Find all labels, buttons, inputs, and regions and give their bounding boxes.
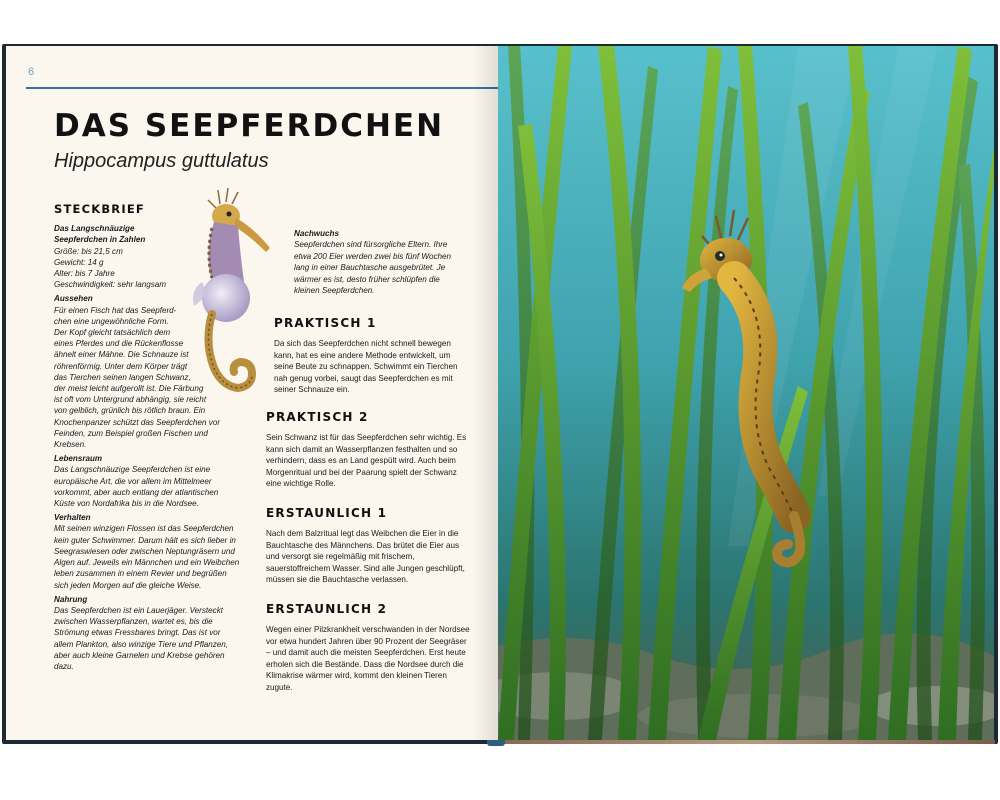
right-page-illustration xyxy=(498,46,994,740)
page-title: DAS SEEPFERDCHEN xyxy=(54,108,445,144)
aussehen-heading: Aussehen xyxy=(54,294,93,304)
spine-edge xyxy=(487,740,505,746)
zahlen-age: Alter: bis 7 Jahre xyxy=(54,269,115,279)
aussehen-line: ist oft vom Untergrund abhängig, sie reicht xyxy=(54,395,207,405)
nahrung-text: Das Seepferdchen ist ein Lauerjäger. Versteckt zwischen Wasserpflanzen, wartet es, bis die Strömung etwas Fressbares bringt. Das ist vor allem Plankton, also winzige Tiere und Pflanzen, aber auch kleine Garnelen und Krebse gehören dazu. xyxy=(54,605,229,671)
verhalten-heading: Verhalten xyxy=(54,513,91,523)
praktisch2-section xyxy=(266,410,472,490)
aussehen-line: eines Pferdes und die Rückenflosse xyxy=(54,339,184,349)
aussehen-line: Knochenpanzer schützt das Seepferdchen vor xyxy=(54,417,221,427)
erstaunlich2-heading: ERSTAUNLICH 2 xyxy=(266,602,388,616)
zahlen-weight: Gewicht: 14 g xyxy=(54,257,104,267)
praktisch2-text: Sein Schwanz ist für das Seepferdchen sehr wichtig. Es kann sich damit an Wasserpflanzen festhalten und so verhindern, dass es an Land gespült wird. Auch beim Morgenritual und bei der Paarung spielt der Schwanz eine wichtige Rolle. xyxy=(266,433,467,489)
steckbrief-heading: STECKBRIEF xyxy=(54,202,145,216)
header-rule xyxy=(26,87,498,89)
verhalten-text: Mit seinen winzigen Flossen ist das Seepferdchen kein guter Schwimmer. Darum hält es sich lieber in Seegraswiesen oder zwischen Neptungräsern und Algen auf. Jeweils ein Männchen und ein Weibchen leben zusammen in einem Revier und begrüßen sich jeden Morgen auf die gleiche Weise. xyxy=(54,524,240,590)
aussehen-line: der meist leicht aufgerollt ist. Die Färbung xyxy=(54,384,204,394)
aussehen-line: chen eine ungewöhnliche Form. xyxy=(54,316,169,326)
erstaunlich1-text: Nach dem Balzritual legt das Weibchen die Eier in die Bauchtasche des Männchens. Das brütet die Eier aus und versorgt sie regelmäßig mit frischem, sauerstoffreichem Wasser. Sind alle Jungen geschlüpft, müssen sie die Bauchtasche verlassen. xyxy=(266,529,465,585)
nachwuchs-block xyxy=(294,228,466,296)
zahlen-speed: Geschwindigkeit: sehr langsam xyxy=(54,280,167,290)
aussehen-line: das Tierchen seinen langen Schwanz, xyxy=(54,372,191,382)
steckbrief-column xyxy=(54,204,240,672)
nahrung-heading: Nahrung xyxy=(54,594,88,604)
praktisch2-heading: PRAKTISCH 2 xyxy=(266,410,369,424)
page-number: 6 xyxy=(28,66,35,78)
zahlen-heading: Das Langschnäuzige Seepferdchen in Zahlen xyxy=(54,224,146,245)
aussehen-line: röhrenförmig. Unter dem Körper trägt xyxy=(54,361,188,371)
lebensraum-heading: Lebensraum xyxy=(54,454,103,464)
aussehen-line: Für einen Fisch hat das Seepferd- xyxy=(54,305,177,315)
left-page xyxy=(6,46,498,740)
latin-name: Hippocampus guttulatus xyxy=(54,150,269,172)
praktisch1-section xyxy=(274,316,470,396)
aussehen-line: ähnelt einer Mähne. Die Schnauze ist xyxy=(54,350,189,360)
erstaunlich2-section xyxy=(266,602,472,694)
erstaunlich1-heading: ERSTAUNLICH 1 xyxy=(266,506,388,520)
nachwuchs-text: Seepferdchen sind fürsorgliche Eltern. Ihre etwa 200 Eier werden zwei bis fünf Wochen lang in einer Bauchtasche ausgebrütet. Je wärmer es ist, desto früher schlüpfen die kleinen Seepferdchen. xyxy=(294,240,452,296)
aussehen-line: von gelblich, grünlich bis rötlich braun. Ein xyxy=(54,406,206,416)
lebensraum-text: Das Langschnäuzige Seepferdchen ist eine europäische Art, die vor allem im Mittelmeer vorkommt, aber auch entlang der atlantischen Küste von Nordafrika bis in die Nordsee. xyxy=(54,465,219,509)
erstaunlich2-text: Wegen einer Pilzkrankheit verschwanden in der Nordsee vor etwa hundert Jahren über 90 Prozent der Seegräser – und damit auch die meisten Seepferdchen. Erst heute erholen sich die Bestände. Dass die Nordsee durch die Klimakrise wärmer wird, kommt den kleinen Tieren zugute. xyxy=(266,625,470,692)
nachwuchs-heading: Nachwuchs xyxy=(294,229,339,238)
praktisch1-heading: PRAKTISCH 1 xyxy=(274,316,377,330)
seagrass-seahorse-illustration xyxy=(498,46,994,740)
zahlen-size: Größe: bis 21,5 cm xyxy=(54,246,123,256)
praktisch1-text: Da sich das Seepferdchen nicht schnell bewegen kann, hat es eine andere Methode entwickelt, um seine Beute zu schnappen. Schwimmt ein Tierchen nah genug vorbei, saugt das Seepferdchen es mit seiner Schnauze ein. xyxy=(274,339,458,395)
aussehen-line: Der Kopf gleicht tatsächlich dem xyxy=(54,328,171,338)
aussehen-line: Feinden, zum Beispiel großen Fischen und Krebsen. xyxy=(54,428,208,450)
page-bottom-edge xyxy=(505,740,995,744)
erstaunlich1-section xyxy=(266,506,472,586)
